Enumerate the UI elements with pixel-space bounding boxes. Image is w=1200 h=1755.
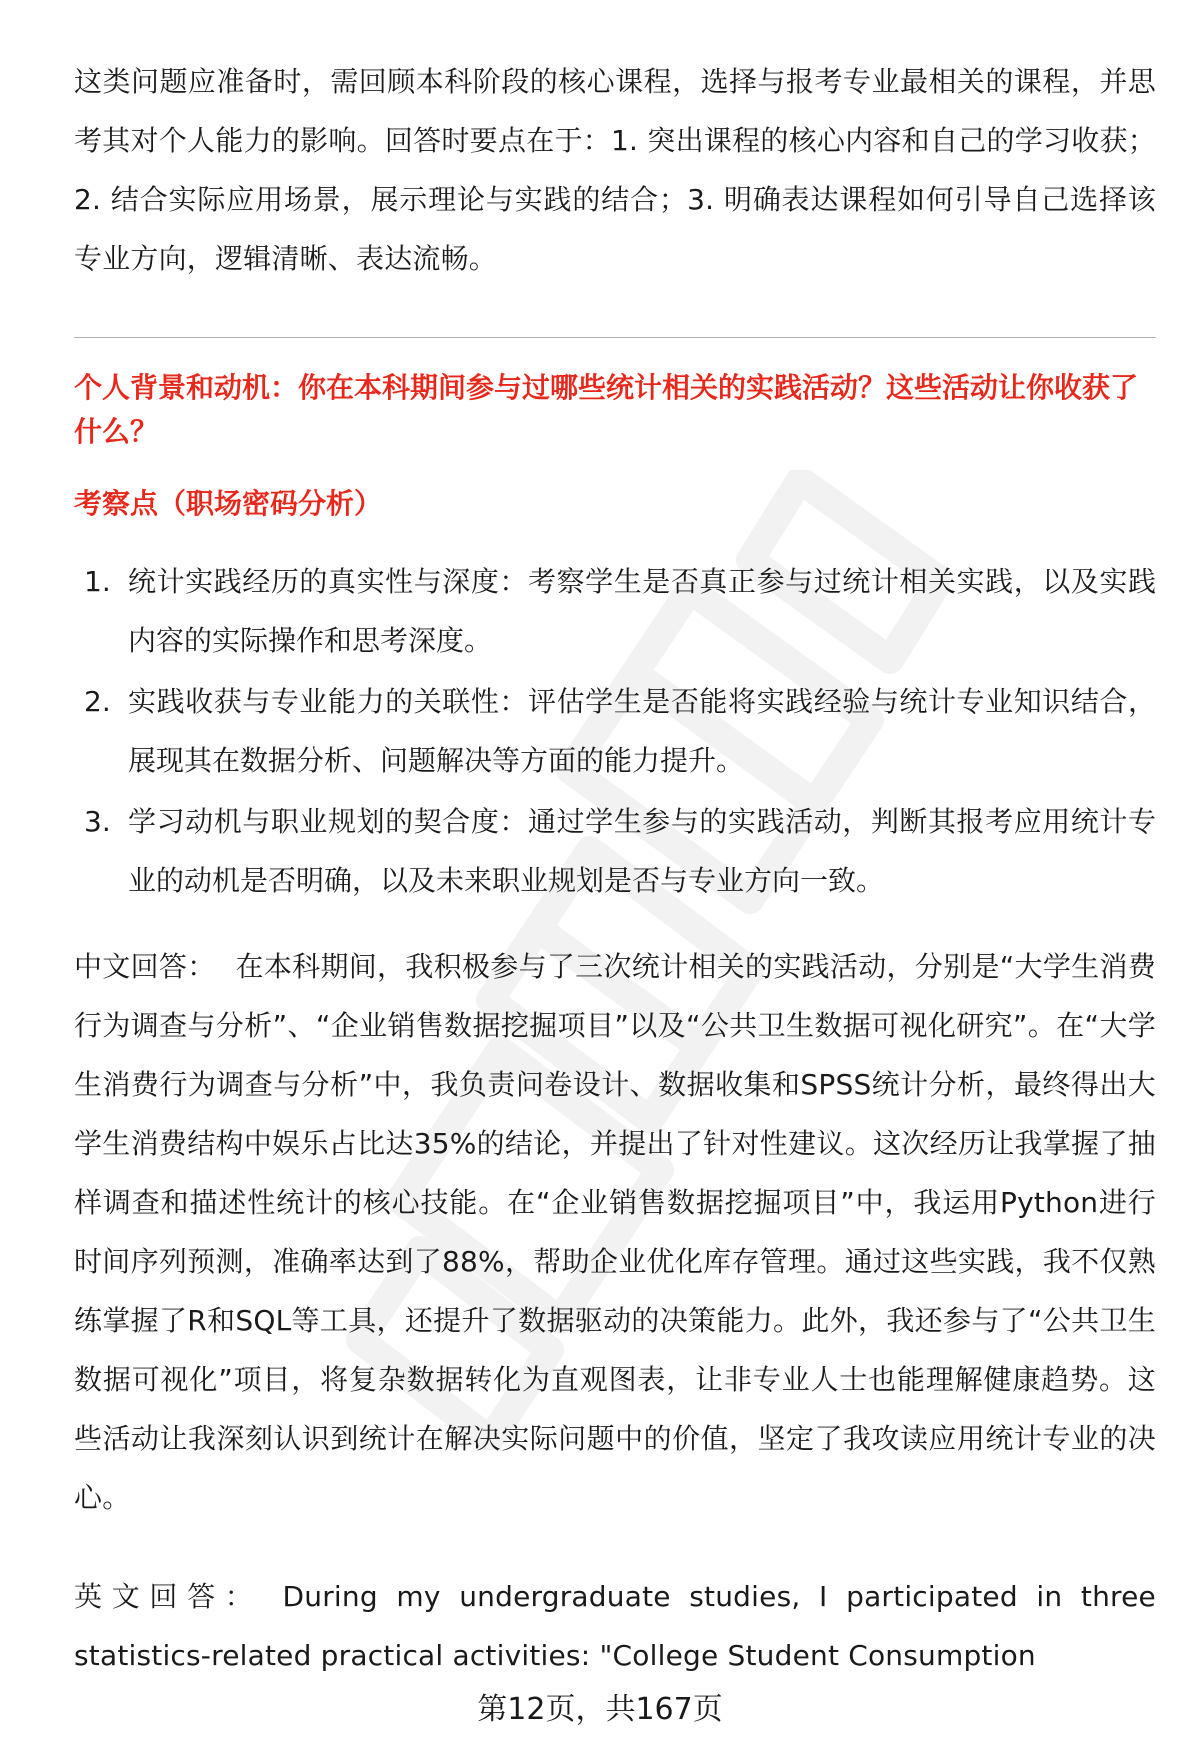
english-answer-text: During my undergraduate studies, I participated in three statistics-related practical activities: "College Student Consumption bbox=[74, 1580, 1156, 1672]
chinese-answer-label: 中文回答： bbox=[74, 950, 216, 983]
list-item-number: 2. bbox=[84, 685, 111, 718]
chinese-answer-text: 在本科期间，我积极参与了三次统计相关的实践活动，分别是“大学生消费行为调查与分析”、“企业销售数据挖掘项目”以及“公共卫生数据可视化研究”。在“大学生消费行为调查与分析”中，我负责问卷设计、数据收集和SPSS统计分析，最终得出大学生消费结构中娱乐占比达35%的结论，并提出了针对性建议。这次经历让我掌握了抽样调查和描述性统计的核心技能。在“企业销售数据挖掘项目”中，我运用Python进行时间序列预测，准确率达到了88%，帮助企业优化库存管理。通过这些实践，我不仅熟练掌握了R和SQL等工具，还提升了数据驱动的决策能力。此外，我还参与了“公共卫生数据可视化”项目，将复杂数据转化为直观图表，让非专业人士也能理解健康趋势。这些活动让我深刻认识到统计在解决实际问题中的价值，坚定了我攻读应用统计专业的决心。 bbox=[74, 950, 1156, 1514]
list-item-text: 学习动机与职业规划的契合度：通过学生参与的实践活动，判断其报考应用统计专业的动机是否明确，以及未来职业规划是否与专业方向一致。 bbox=[128, 805, 1156, 897]
list-item-number: 1. bbox=[84, 565, 111, 598]
section-divider bbox=[74, 337, 1156, 338]
list-item bbox=[74, 552, 1156, 670]
list-item bbox=[74, 792, 1156, 910]
list-item-text: 统计实践经历的真实性与深度：考察学生是否真正参与过统计相关实践，以及实践内容的实际操作和思考深度。 bbox=[128, 565, 1156, 657]
assessment-subheading: 考察点（职场密码分析） bbox=[74, 487, 383, 520]
chinese-answer bbox=[74, 937, 1156, 1527]
english-answer bbox=[74, 1567, 1156, 1685]
intro-paragraph: 这类问题应准备时，需回顾本科阶段的核心课程，选择与报考专业最相关的课程，并思考其对个人能力的影响。回答时要点在于：1. 突出课程的核心内容和自己的学习收获；2. 结合实际应用场景，展示理论与实践的结合；3. 明确表达课程如何引导自己选择该专业方向，逻辑清晰、表达流畅。 bbox=[74, 65, 1156, 275]
assessment-points-list bbox=[74, 552, 1156, 912]
list-item-number: 3. bbox=[84, 805, 111, 838]
page-number-footer: 第12页，共167页 bbox=[477, 1692, 723, 1727]
english-answer-label: 英文回答： bbox=[74, 1580, 263, 1613]
list-item-text: 实践收获与专业能力的关联性：评估学生是否能将实践经验与统计专业知识结合，展现其在数据分析、问题解决等方面的能力提升。 bbox=[128, 685, 1156, 777]
question-heading: 个人背景和动机：你在本科期间参与过哪些统计相关的实践活动？这些活动让你收获了什么？ bbox=[74, 371, 1139, 448]
list-item bbox=[74, 672, 1156, 790]
